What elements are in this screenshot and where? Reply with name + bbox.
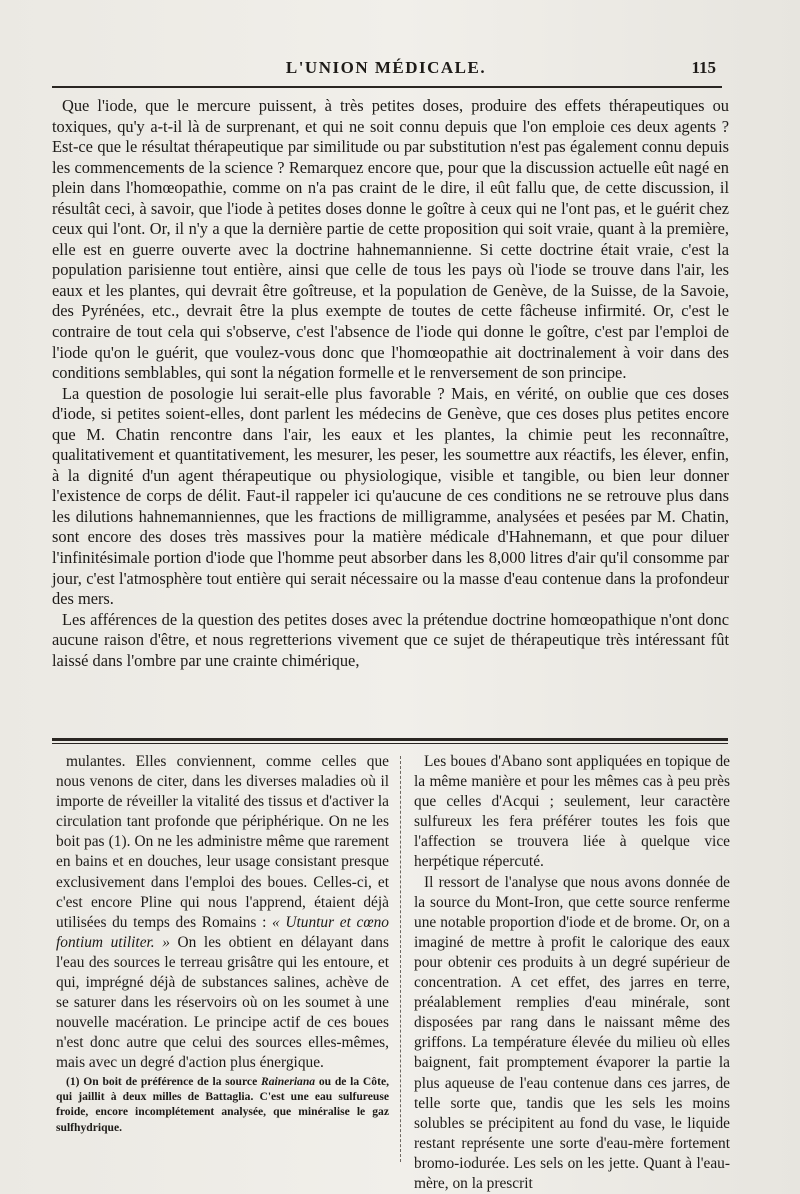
feuilleton-paragraph: Il ressort de l'analyse que nous avons donnée de la source du Mont-Iron, que cette source renferme une notable proportion d'iode et de brome. Or, on a imaginé de mettre à profit le calorique des eaux pour obtenir ces produits à un degré supérieur de concentration. A cet effet, des jarres en terre, préalablement remplies d'eau minérale, sont disposées par rang dans le naissant même des griffons. La température élevée du milieu où elles baignent, fait promptement évaporer la partie la plus aqueuse de l'eau contenue dans ces jarres, de telle sorte que, tandis que les sels les moins solubles se précipitent au fond du vase, le liquide restant représente une sorte d'eau-mère fortement bromo-iodurée. Les sels on les jette. Quant à l'eau-mère, on la prescrit: [414, 873, 730, 1192]
footnote: [56, 1074, 389, 1136]
paragraph-text: mulantes. Elles conviennent, comme celles que nous venons de citer, dans les diverses maladies où il importe de réveiller la vitalité des tissus et d'activer la circulation tant profonde que périphérique. On ne les boit pas (1). On ne les administre même que rarement en bains et en douches, leur usage consistant presque exclusivement dans l'emploi des boues. Celles-ci, et c'est encore Pline qui nous l'apprend, étaient déjà utilisées du temps des Romains :: [56, 753, 389, 931]
running-title: L'UNION MÉDICALE.: [285, 58, 487, 77]
latin-quote: « Utuntur et cœno fontium utiliter. »: [56, 913, 389, 951]
main-paragraph: La question de posologie lui serait-elle plus favorable ? Mais, en vérité, on oublie que ces doses d'iode, si petites soient-elles, dont parlent les médecins de Genève, que ces doses plus petites encore que M. Chatin rencontre dans l'air, les eaux et les plantes, la chimie peut les reconnaître, qualitativement et quantitativement, les mesurer, les peser, les soumettre aux réactifs, les élever, enfin, à la dignité d'un agent thérapeutique ou physiologique, visible et tangible, ou bien leur donner l'existence de corps de délit. Faut-il rappeler ici qu'aucune de ces conditions ne se retrouve plus dans les dilutions hahnemanniennes, que les fractions de milligramme, analysées et pesées par M. Chatin, sont encore des doses très massives pour la matière médicale d'Hahnemann, et que pour diluer l'infinitésimale portion d'iode que l'homme peut absorber dans les 8,000 litres d'air qu'il consomme par jour, c'est l'atmosphère tout entière qui serait nécessaire ou la masse d'eau contenue dans la profondeur des mers.: [52, 383, 729, 609]
feuilleton-left-column: [56, 752, 389, 1135]
feuilleton-right-column: [414, 752, 730, 1194]
main-text: [52, 96, 729, 671]
footnote-text: (1) On boit de préférence de la source: [66, 1074, 258, 1088]
footnote-text: ou de la Côte, qui jaillit à deux milles de Battaglia. C'est une eau sulfureuse froide, encore incomplétement analysée, que minéralise le gaz sulfhydrique.: [56, 1074, 390, 1134]
feuilleton-paragraph: [56, 752, 389, 1074]
main-paragraph: Les afférences de la question des petites doses avec la prétendue doctrine homœopathique n'ont donc aucune raison d'être, et nous regretterions vivement que ce sujet de thérapeutique très intéressant fût laissé dans l'ombre par une crainte chimérique,: [52, 609, 729, 670]
feuilleton-separator: [52, 738, 728, 744]
main-paragraph: Que l'iode, que le mercure puissent, à très petites doses, produire des effets thérapeutiques ou toxiques, qu'y a-t-il là de surprenant, et qui ne soit connu depuis que l'on emploie ces deux agents ? Est-ce que le résultat thérapeutique par similitude ou par substitution n'est pas également connu depuis les commencements de la science ? Remarquez encore que, pour que la discussion actuelle eût nagé en plein dans l'homœopathie, comme on n'a pas craint de le dire, il eût fallu que, de cette discussion, il résultât ceci, à savoir, que l'iode à petites doses donne le goître à ceux qui ne l'ont pas, et le guérit chez ceux qui l'ont. Or, il n'y a que la dernière partie de cette proposition qui soit vraie, quant à la première, elle est en guerre ouverte avec la doctrine hahnemannienne. Si cette doctrine était vraie, c'est la population parisienne tout entière, ainsi que celle de tous les pays où l'iode se trouve dans l'air, les eaux et les plantes, qui devrait être goîtreuse, et la population de Genève, de la Suisse, de la Savoie, des Pyrénées, etc., devrait être la plus exempte de toutes de cette fâcheuse infirmité. Or, c'est le contraire de tout cela qui s'observe, c'est l'absence de l'iode qui donne le goître, c'est par l'emploi de l'iode qu'on le guérit, que voulez-vous donc que l'homœopathie ait doctrinalement à voir dans des conditions semblables, qui sont la négation formelle et le renversement de son principe.: [52, 96, 729, 383]
page-header: [52, 58, 720, 82]
column-divider: [400, 756, 401, 1162]
paragraph-text: On les obtient en délayant dans l'eau des sources le terreau grisâtre qui les entoure, et qui, imprégné déjà de substances salines, achève de se saturer dans les réservoirs où on les soumet à une nouvelle macération. Le principe actif de ces boues n'est donc autre que celui des sources elles-mêmes, mais avec un degré d'action plus énergique.: [56, 933, 389, 1072]
footnote-source-name: Raineriana: [260, 1074, 316, 1088]
feuilleton-paragraph: Les boues d'Abano sont appliquées en topique de la même manière et pour les mêmes cas à peu près que celles d'Acqui ; seulement, leur caractère sulfureux les fera préférer toutes les fois que l'affection se trouvera liée à quelque vice herpétique répercuté.: [414, 753, 730, 871]
page-number: 115: [691, 58, 716, 77]
header-rule: [52, 86, 722, 88]
